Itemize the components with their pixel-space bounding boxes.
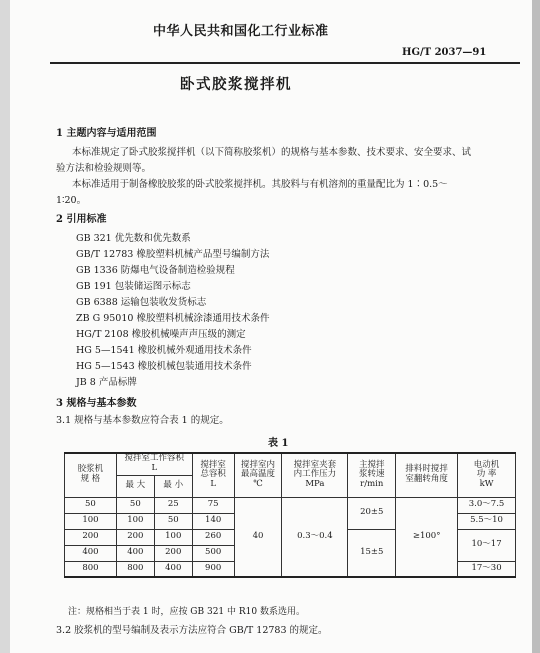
cell-max: 50 bbox=[116, 497, 154, 513]
reference-item: GB 321 优先数和优先数系 bbox=[76, 233, 191, 244]
clause-3-1: 3.1 规格与基本参数应符合表 1 的规定。 bbox=[56, 415, 229, 426]
header-rule bbox=[50, 62, 520, 64]
cell-max: 400 bbox=[116, 545, 154, 561]
table-caption: 表 1 bbox=[268, 438, 289, 449]
section-1-para-2-line-1: 本标准适用于制备橡胶胶浆的卧式胶浆搅拌机。其胶料与有机溶剂的重量配比为 1∶0.5～ bbox=[72, 179, 448, 190]
cell-min: 400 bbox=[154, 561, 192, 577]
reference-item: ZB G 95010 橡胶塑料机械涂漆通用技术条件 bbox=[76, 313, 270, 324]
header-total-volume: 搅拌室 总容积 L bbox=[192, 453, 234, 497]
cell-total: 900 bbox=[192, 561, 234, 577]
cell-max: 200 bbox=[116, 529, 154, 545]
cell-min: 100 bbox=[154, 529, 192, 545]
section-1-heading: 1 主题内容与适用范围 bbox=[56, 128, 157, 139]
cell-model: 400 bbox=[65, 545, 117, 561]
cell-total: 500 bbox=[192, 545, 234, 561]
issuing-organization: 中华人民共和国化工行业标准 bbox=[153, 24, 329, 39]
table-note: 注：规格相当于表 1 时，应按 GB 321 中 R10 数系选用。 bbox=[68, 607, 305, 617]
cell-max: 100 bbox=[116, 513, 154, 529]
cell-model: 800 bbox=[65, 561, 117, 577]
cell-temp: 40 bbox=[234, 497, 282, 577]
reference-item: JB 8 产品标牌 bbox=[76, 377, 137, 388]
cell-motor: 3.0～7.5 bbox=[458, 497, 516, 513]
header-jacket-pressure: 搅拌室夹套 内工作压力 MPa bbox=[282, 453, 348, 497]
cell-pressure: 0.3～0.4 bbox=[282, 497, 348, 577]
clause-3-2: 3.2 胶浆机的型号编制及表示方法应符合 GB/T 12783 的规定。 bbox=[56, 625, 328, 636]
header-min: 最 小 bbox=[154, 475, 192, 497]
reference-item: GB 191 包装储运图示标志 bbox=[76, 281, 191, 292]
reference-item: GB 6388 运输包装收发货标志 bbox=[76, 297, 207, 308]
standard-code: HG/T 2037—91 bbox=[402, 47, 487, 58]
spec-table bbox=[64, 452, 516, 578]
cell-max: 800 bbox=[116, 561, 154, 577]
header-max-temp: 搅拌室内 最高温度 ℃ bbox=[234, 453, 282, 497]
section-1-para-1-line-1: 本标准规定了卧式胶浆搅拌机（以下简称胶浆机）的规格与基本参数、技术要求、安全要求、试 bbox=[72, 147, 472, 158]
cell-total: 140 bbox=[192, 513, 234, 529]
reference-item: GB/T 12783 橡胶塑料机械产品型号编制方法 bbox=[76, 249, 270, 260]
header-motor-power: 电动机 功 率 kW bbox=[458, 453, 516, 497]
reference-item: HG 5—1541 橡胶机械外观通用技术条件 bbox=[76, 345, 252, 356]
cell-motor: 5.5～10 bbox=[458, 513, 516, 529]
header-chamber-volume: 搅拌室工作容积 L bbox=[116, 453, 192, 475]
section-1-para-2-line-2: 1∶20。 bbox=[56, 195, 87, 206]
cell-model: 200 bbox=[65, 529, 117, 545]
cell-min: 25 bbox=[154, 497, 192, 513]
cell-speed-a: 20±5 bbox=[348, 497, 396, 529]
cell-speed-b: 15±5 bbox=[348, 529, 396, 577]
cell-angle: ≥100° bbox=[396, 497, 458, 577]
section-1-para-1-line-2: 验方法和检验规则等。 bbox=[56, 163, 152, 174]
cell-total: 75 bbox=[192, 497, 234, 513]
reference-item: HG 5—1543 橡胶机械包装通用技术条件 bbox=[76, 361, 252, 372]
cell-motor: 17～30 bbox=[458, 561, 516, 577]
section-2-heading: 2 引用标准 bbox=[56, 214, 107, 225]
cell-motor: 10～17 bbox=[458, 529, 516, 561]
cell-model: 50 bbox=[65, 497, 117, 513]
section-3-heading: 3 规格与基本参数 bbox=[56, 398, 137, 409]
header-model: 胶浆机 规 格 bbox=[65, 453, 117, 497]
header-tilt-angle: 排料时搅拌 室翻转角度 bbox=[396, 453, 458, 497]
cell-min: 50 bbox=[154, 513, 192, 529]
document-title: 卧式胶浆搅拌机 bbox=[180, 76, 292, 93]
reference-item: GB 1336 防爆电气设备制造检验规程 bbox=[76, 265, 235, 276]
header-max: 最 大 bbox=[116, 475, 154, 497]
cell-model: 100 bbox=[65, 513, 117, 529]
cell-total: 260 bbox=[192, 529, 234, 545]
reference-item: HG/T 2108 橡胶机械噪声声压级的测定 bbox=[76, 329, 246, 340]
page-edge-shadow bbox=[532, 0, 540, 653]
document-page bbox=[10, 0, 540, 653]
header-speed: 主搅拌 浆转速 r/min bbox=[348, 453, 396, 497]
cell-min: 200 bbox=[154, 545, 192, 561]
